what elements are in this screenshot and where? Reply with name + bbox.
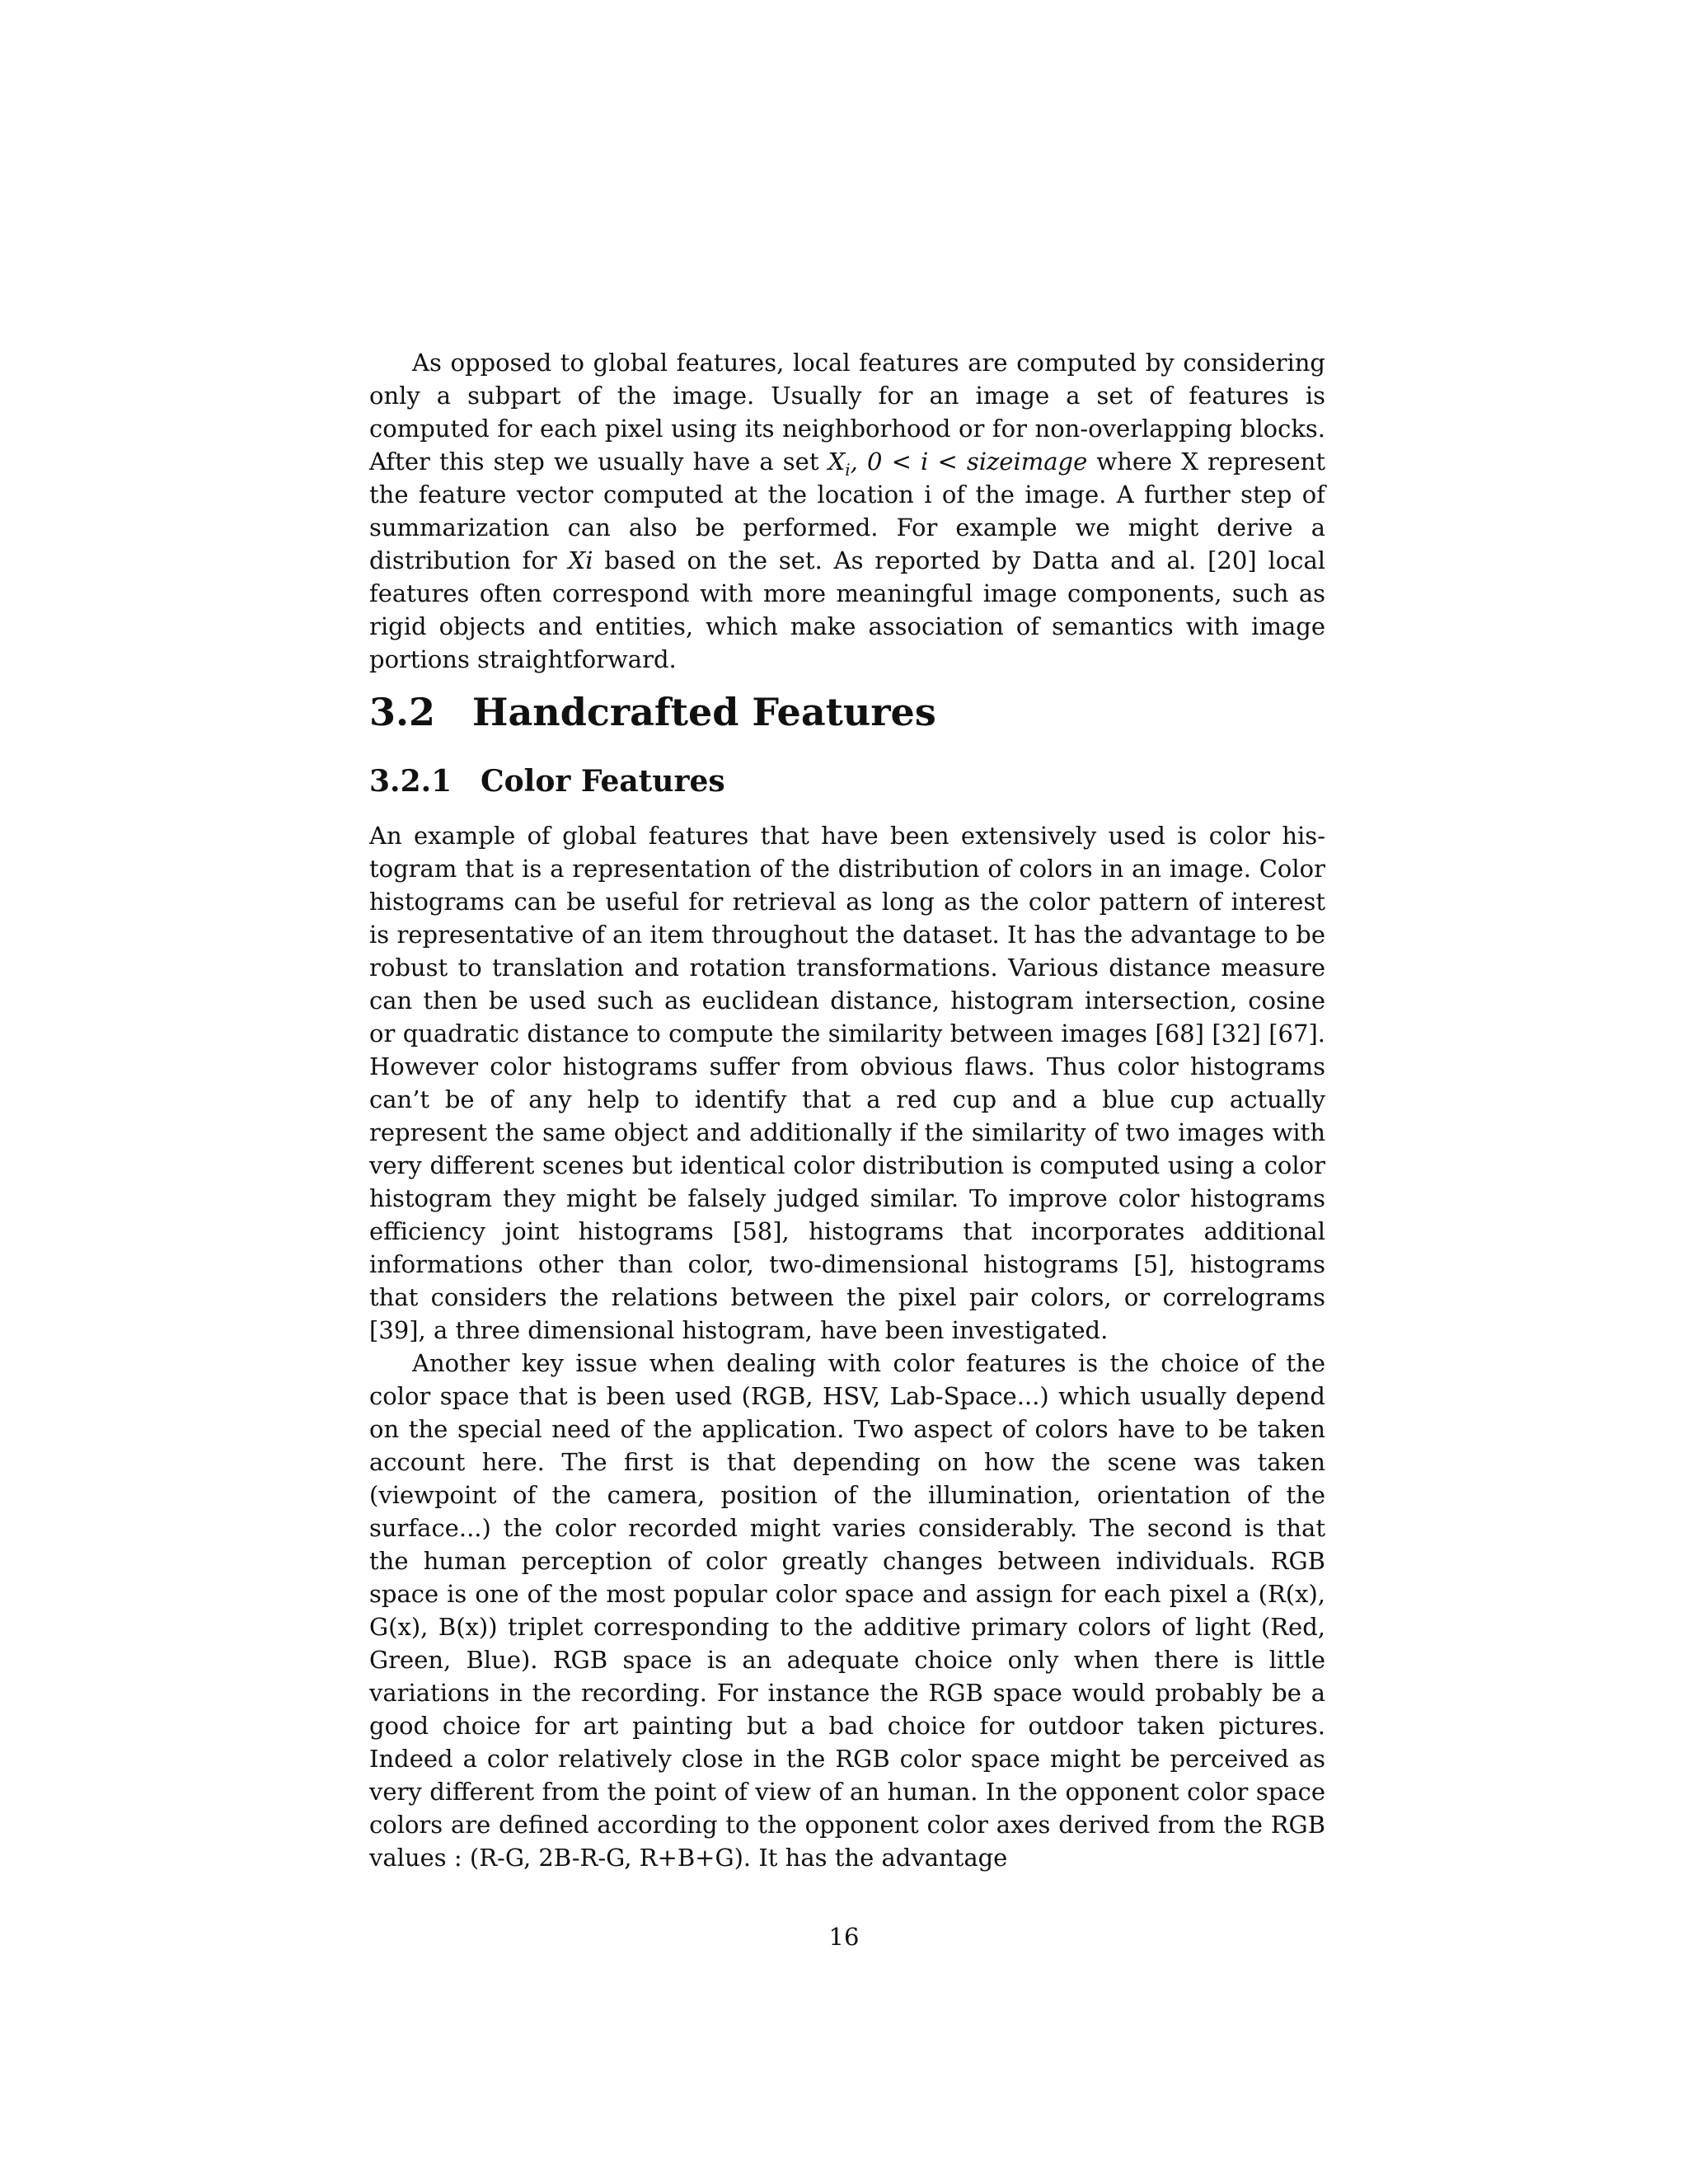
color-features-block	[369, 819, 1325, 1874]
subsection-heading	[369, 762, 725, 800]
page-number: 16	[828, 1923, 860, 1951]
section-title: Handcrafted Features	[472, 690, 936, 734]
math-xi: Xi	[568, 546, 593, 574]
intro-text-part-3: based on the set. As reported by Datta and al. [20] local features often correspond with more meaningful image components, such as rigid objects and entities, which make association of semantics with image portions straightforward.	[369, 546, 1326, 673]
intro-paragraph	[369, 346, 1325, 676]
math-x-base: X	[828, 448, 846, 476]
intro-paragraph-block	[369, 346, 1325, 676]
intro-text-part-1: As opposed to global features, local features are computed by considering only a subpart of the image. Usually for an image a set of features is computed for each pixel using its neighborhood or for non-overlapping blocks. After this step we usually have a set	[369, 349, 1325, 476]
section-number: 3.2	[369, 690, 436, 734]
intro-text-part-2: where X represent the feature vector computed at the location i of the image. A further step of summarization can also be performed. For example we might derive a distribution for	[369, 448, 1325, 574]
color-features-paragraph-2: Another key issue when dealing with color features is the choice of the color space that is been used (RGB, HSV, Lab-Space...) which usually depend on the special need of the application. Two aspect of colors have to be taken account here. The first is that depending on how the scene was taken (viewpoint of the camera, position of the illumination, orientation of the surface...) the color recorded might varies considerably. The second is that the human perception of color greatly changes between individuals. RGB space is one of the most popular color space and assign for each pixel a (R(x), G(x), B(x)) triplet corresponding to the additive primary colors of light (Red, Green, Blue). RGB space is an adequate choice only when there is little variations in the recording. For instance the RGB space would probably be a good choice for art painting but a bad choice for outdoor taken pictures. Indeed a color relatively close in the RGB color space might be perceived as very different from the point of view of an human. In the opponent color space colors are defined according to the opponent color axes derived from the RGB values : (R-G, 2B-R-G, R+B+G). It has the advantage	[369, 1349, 1325, 1872]
math-range-expression: , 0 < i < sizeimage	[850, 448, 1088, 476]
color-features-paragraph-1: An example of global features that have been extensively used is color histogram that is a representation of the distribution of colors in an image. Color histograms can be useful for retrieval as long as the color pattern of interest is representative of an item throughout the dataset. It has the advantage to be robust to translation and rotation transformations. Various distance measure can then be used such as euclidean distance, histogram intersection, cosine or quadratic distance to compute the similarity between images [68] [32] [67]. However color histograms suffer from obvious flaws. Thus color histograms can’t be of any help to identify that a red cup and a blue cup actually represent the same object and additionally if the similarity of two images with very different scenes but identical color distribution is computed using a color histogram they might be falsely judged similar. To improve color histograms efficiency joint histograms [58], histograms that incorporates additional informations other than color, two-dimensional histograms [5], histograms that considers the relations between the pixel pair colors, or correlograms [39], a three dimensional histogram, have been investigated.	[369, 822, 1325, 1344]
subsection-number: 3.2.1	[369, 764, 452, 799]
subsection-title: Color Features	[481, 764, 725, 799]
math-x-subscript: i	[845, 459, 851, 480]
section-heading	[369, 689, 936, 735]
